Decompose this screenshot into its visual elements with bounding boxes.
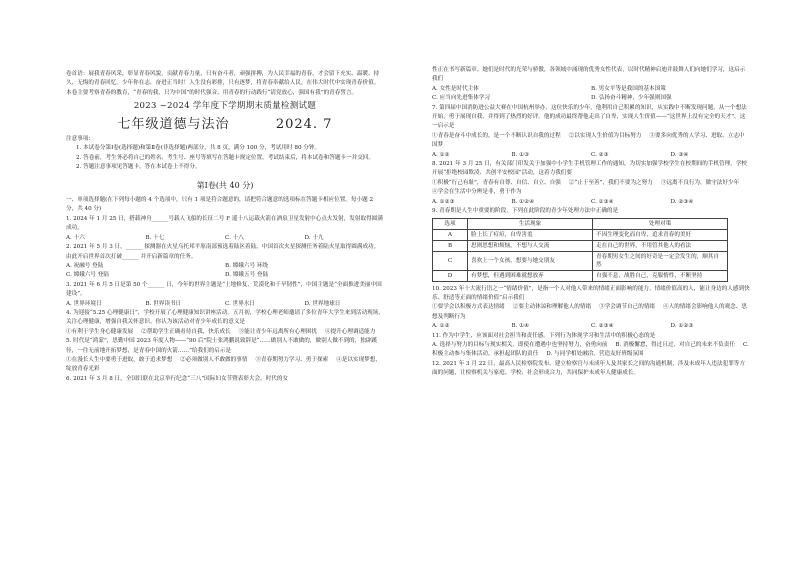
preface-text: 卷首语：展我青春风采，彰显青春风貌，贡献青春力量，只有奋斗者，顽强拼搏，为人民幸福的青春，才会留下充实、温暖、持久、无悔的青春回忆。少年你在志，奋进正当时！人生没有彩排，只有逐梦，将青春奉献给人民，在伟大时代中实现青春价值。本卷主要考察青春的教育，“青春的我，只为中国”的时代强音，用青春的行动践行“请党放心，强国有我”的青春誓言。 [66,71,380,96]
question-stem: 9. 青春期是人生中重要的阶段，下列在此阶段的青少年处理方法中正确的是 [432,208,619,215]
answer-option[interactable]: B. ①③ [511,151,530,158]
answer-option[interactable]: ①积极“行己有耻”，青春有自尊、自信、自立、自强 [432,179,561,186]
table-cell: C [433,251,468,270]
answer-option[interactable]: ②帮助学生正确看待自我，快乐成长 [141,328,231,335]
options-table [432,218,728,282]
table-cell: 自强不息，战胜自己，克服惰性，不断坚持 [593,270,728,281]
question-block [66,243,384,281]
answer-option[interactable]: D. ②③④ [670,198,694,205]
question-block [66,309,384,337]
answer-option[interactable]: B. ①②④ [511,198,535,205]
table-cell: 脸上长了痘痘，自卑害羞 [468,229,593,240]
answer-option[interactable]: ③要多向优秀的人学习、进取、立志中国梦 [432,132,745,149]
answer-option[interactable]: A. ①② [432,151,450,158]
answer-option[interactable]: ③远离不良行为，做守法好少年 [660,179,740,186]
table-cell: 有梦想，但遇到困难就想放弃 [468,270,593,281]
answer-option[interactable]: B. 世界读书日 [145,300,182,307]
note-item: 2. 答题注意事项见答题卡，答在本试卷上不得分。 [76,164,201,171]
answer-options [432,151,750,160]
table-cell: 喜欢上一个女孩，想要与她交朋友 [468,251,593,270]
question-block [432,160,750,198]
notes-title: 注意事项: [66,136,91,143]
answer-option[interactable]: ①要学会以积极方式表达情绪 [432,304,505,311]
subject-name: 七年级道德与法治 [117,116,230,132]
answer-options [66,262,384,281]
question-block [432,66,750,104]
answer-option[interactable]: B. 十七 [145,234,165,241]
answer-option[interactable]: ①有利于学生身心健康发展 [66,328,134,335]
note-item: 2. 答卷前，考生务必将自己的姓名、考生号、座号等填写在答题卡规定位置。考试结束后，将本试卷和答题卡一并交回。 [76,154,374,161]
question-block [66,215,384,243]
table-cell: D [433,270,468,281]
table-row [433,270,728,281]
answer-option[interactable]: ③能让青少年远离所有心理困扰 [238,328,317,335]
table-cell: B [433,240,468,251]
exam-year-title: 2023 ~2024 学年度下学期期末质量检测试题 [133,101,317,112]
exam-subject-title [66,116,384,132]
answer-options [432,179,750,198]
question-block [432,360,750,379]
answer-options [66,328,384,337]
table-header-cell: 处理对策 [593,218,728,229]
right-column [432,0,750,561]
question-block [432,151,750,160]
table-header-cell: 生活现象 [468,218,593,229]
answer-option[interactable]: C. ②③④ [591,323,614,330]
answer-option[interactable]: C. ②③ [591,151,609,158]
answer-option[interactable]: ②以实现人生价值为目标努力 [568,132,642,139]
question-block [66,337,384,375]
answer-option[interactable]: D. 嫦娥五号 登陆 [225,272,269,279]
answer-option[interactable]: D. 十九 [304,234,324,241]
section-title: 第Ⅰ卷(共 40 分) [196,180,254,190]
question-stem: 2. 2021 年 5 月 3 日，______ 探测器在火星乌托邦平原南部预选着陆区着陆，中国首次火星探测任务着陆火星取得圆满成功。由此开启世界首次打破______ 并开启新篇章的任务。 [66,244,380,260]
answer-options [432,322,750,331]
table-header-row [433,218,728,229]
question-block [432,332,750,360]
answer-option[interactable]: B. 消极懈怠，得过且过，对自己的未来不负责任 [615,341,735,348]
right-question-list-2 [432,285,750,379]
answer-option[interactable]: ④学会在生活中分辨是非，勇于作为 [432,189,522,196]
table-cell: 青春期男女生之间的好奇是一定会发生的，顺其自然 [593,251,728,270]
question-stem: 性正在书写新篇章。她们是时代的光荣与骄傲，各领域中涌现的优秀女性代表，以时代精神启迪并鼓舞人们向她们学习，这启示我们 [432,67,746,83]
table-row [433,229,728,240]
answer-option[interactable]: ③学会调节自己的情绪 [599,304,656,311]
answer-option[interactable]: D. ①②③ [670,323,694,330]
note-item: 1. 本试卷分第Ⅰ卷(选择题)和第Ⅱ卷(非选择题)两部分，共 8 页，满分 100 分，考试用时 80 分钟。 [76,145,321,152]
question-stem: 8. 2021 年 3 月 25 日，有关部门印发关于加强中小学生手机管理工作的通知，为切实加强学校学生在校期间的手机管理，学校开展“拒绝校园欺凌、共创平安校园”活动，这着力我们要 [432,161,748,177]
question-stem: 12. 2021 年 3 月 22 日，最高人民检察院发布，建立检察官与未成年人及其家长之间的沟通机制，涉及未成年人违法犯罪等方面的问题，让检察机关与家庭、学校、社会形成合力，共同保护未成年人健康成长。 [432,360,745,377]
answer-options [66,234,384,243]
table-cell: A [433,229,468,240]
question-block [432,198,750,207]
exam-date: 2024. 7 [275,116,333,132]
answer-option[interactable]: ②“止于至善”，我们不要为之努力 [568,179,653,186]
answer-option[interactable]: ②必须做别人不敢做的事情 [180,356,248,363]
question-block [66,281,384,309]
table-row [433,251,728,270]
answer-option[interactable]: ③青春期努力学习、勇于探索 [255,356,329,363]
left-column [66,0,384,561]
question-block [432,207,750,216]
answer-option[interactable]: C. 应当向先进集体学习 [432,95,490,102]
question-stem: 5. 时代是“鸿蒙”，思勤中国 2023 年度人物——“90 后”院士张鸿鹏说致辞是“……做别人不敢做的，做别人做不到的，独辟蹊径，一往无前地开拓梦想，是青春中国的火箭……”给我们的启示是 [66,338,378,354]
answer-option[interactable]: A. ①② [432,323,450,330]
table-cell: 走在自己的世界，不用管其他人的看法 [593,240,728,251]
answer-option[interactable]: D. 弘扬奋斗精神，少年强则国强 [591,95,672,102]
answer-option[interactable]: B. 嫦娥六号 环绕 [225,262,269,269]
answer-option[interactable]: ②要主动体谅和理解他人的情绪 [512,304,592,311]
question-block [432,322,750,331]
answer-options [432,198,750,207]
answer-option[interactable]: C. 十八 [225,234,244,241]
answer-option[interactable]: ④提升心理调适能力 [324,328,376,335]
question-block [432,285,750,323]
question-stem: 1. 2024 年 1 月 25 日，搭载神舟______号载人飞船的长征二号 F 遥十八运载火箭在酒泉卫星发射中心点火发射，发射取得圆满成功。 [66,215,383,232]
answer-option[interactable]: D. 世界地球日 [304,300,341,307]
right-question-list [432,66,750,217]
answer-options [66,356,384,375]
answer-option[interactable]: C. 嫦娥六号 登陆 [66,272,109,279]
answer-options [432,132,750,151]
question-stem: 7. 第四届中国消防进公益大赛在中国杭州举办，这位快乐的少年，他利用自己积累的知识，从实践中不断发现问题，从一个想法开始，勇于展现自我，并得到了热烈的好评。他的成功最终帮他走出了自卑，实现人生价值——“这世界上没有完全的天才”。这一启示是 [432,104,747,130]
table-row [433,240,728,251]
answer-option[interactable]: A. 祝融号 登陆 [66,262,104,269]
answer-option[interactable]: A. 十六 [66,234,85,241]
answer-option[interactable]: ①在漫长人生中要勇于进取，敢于追求梦想 [66,356,173,363]
answer-option[interactable]: ①青春是奋斗中成长的，是一个不断认识自我的过程 [432,132,561,139]
answer-option[interactable]: ④人的情绪会影响他人的观念、思想及判断行为 [432,304,747,320]
answer-option[interactable]: B. ①④ [511,323,530,330]
answer-options [432,85,750,104]
answer-option[interactable]: C. ①③④ [591,198,614,205]
answer-option[interactable]: A. 女性是时代主体 [432,85,479,92]
question-stem: 4. 为迎接“5.25 心理健康日”，学校开展了心理健康知识讲座活动。五月初，学校心理老师邀请了多位青年大学生来到活动现场，关注心理健康，增强自我关怀意识。你认为该活动对青少年成长的意义是 [66,309,384,326]
section-description: 一、单项选择题(在下列每小题的 4 个选项中，只有 1 项是符合题意的，请把符合题意的选项标在答题卡相应位置。每小题 2 分，共 40 分) [66,197,374,213]
question-stem: 6. 2021 年 3 月 8 日，全国妇联在北京举行纪念“三八”国际妇女节暨表彰大会，时代的女 [66,375,289,382]
table-header-cell: 选项 [433,218,468,229]
answer-options [432,303,750,322]
answer-options [66,300,384,309]
question-stem: 11. 作为中学生，应该面对社会担当和责任感。下列行为体现学习和生活中的积极心态的是 [432,332,656,339]
answer-options [432,341,750,360]
table-cell: 不因生理变化而自卑，追求青春的美好 [593,229,728,240]
answer-option[interactable]: D. 与同学相处融洽，营造友好班级氛围 [546,351,644,358]
question-stem: 3. 2021 年 6 月 5 日是第 50 个______ 日，今年的世界主题是“土地修复、荒漠化和干旱韧性”，中国主题是“全面推进美丽中国建设”。 [66,281,382,298]
answer-option[interactable]: ④是以实现梦想，绽放青春光彩 [66,356,381,373]
answer-option[interactable]: A. 选择与努力的目标与现实相关，即使在遭遇中也坚持努力，奋勇向前 [432,341,608,348]
answer-option[interactable]: C. 世界水日 [225,300,256,307]
answer-option[interactable]: D. ③④ [670,151,689,158]
answer-option[interactable]: A. ①②③ [432,198,455,205]
answer-option[interactable]: A. 世界环境日 [66,300,102,307]
table-cell: 思则思想和烦恼，不想与人交流 [468,240,593,251]
left-question-list [66,215,384,384]
question-stem: 10. 2023 年十大流行语之一“情绪价值”，是指一个人对他人带来的情绪正面影响的能力。情绪价值高的人，能让身边的人感到快乐、舒适等正面的情绪价值”启示我们 [432,285,750,301]
answer-option[interactable]: C. 积极主动参与集体活动，承担起团队的责任 [432,341,749,358]
question-block [66,375,384,384]
answer-option[interactable]: B. 男女平等是我国的基本国策 [591,85,666,92]
question-block [432,104,750,151]
